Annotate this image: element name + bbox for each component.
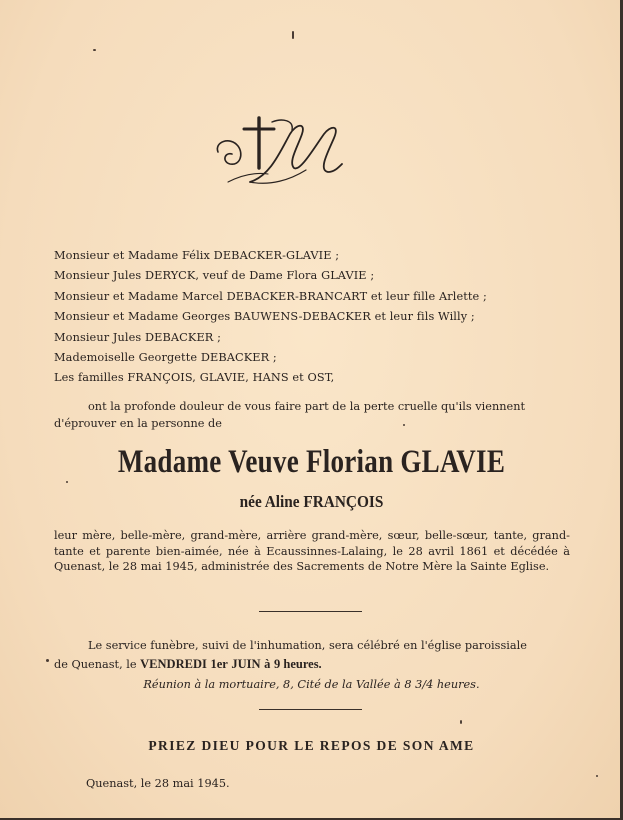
maiden-name: née Aline FRANÇOIS — [239, 492, 384, 511]
service-day: VENDREDI — [140, 657, 207, 671]
deceased-biography: leur mère, belle-mère, grand-mère, arrière grand-mère, sœur, belle-sœur, tante, grand-tante et parente bien-aimée, née à Ecaussinnes-Lalaing, le 28 avril 1861 et décédée à Quenast, le 28 mai 1945, administrée des Sacrements de Notre Mère la Sainte Eglise. — [54, 529, 570, 574]
family-line: Monsieur et Madame Georges BAUWENS-DEBACKER et leur fils Willy ; — [54, 310, 475, 324]
service-date-number: 1er — [210, 657, 228, 671]
intro-line-2: d'éprouver en la personne de — [54, 416, 222, 430]
service-hour: 9 heures. — [274, 657, 322, 671]
mourning-families-list — [54, 246, 594, 389]
announcement-intro — [54, 399, 574, 432]
service-at: à — [264, 657, 271, 671]
funeral-service-info — [54, 637, 570, 674]
deceased-name: Madame Veuve Florian GLAVIE — [117, 444, 506, 480]
service-prefix: de Quenast, le — [54, 658, 137, 671]
prayer-request: PRIEZ DIEU POUR LE REPOS DE SON AME — [148, 738, 475, 753]
family-line: Monsieur et Madame Marcel DEBACKER-BRANCART et leur fille Arlette ; — [54, 289, 487, 303]
family-line: Monsieur et Madame Félix DEBACKER-GLAVIE ; — [54, 249, 340, 262]
service-line-1: Le service funèbre, suivi de l'inhumation, sera célébré en l'église paroissiale — [88, 639, 527, 652]
family-line: Mademoiselle Georgette DEBACKER ; — [54, 351, 277, 365]
divider — [259, 709, 362, 710]
service-line-2 — [54, 655, 570, 674]
cross-monogram-emblem — [210, 112, 350, 194]
family-line: Les familles FRANÇOIS, GLAVIE, HANS et OST, — [54, 371, 335, 385]
intro-line-1: ont la profonde douleur de vous faire part de la perte cruelle qu'ils viennent — [88, 400, 526, 413]
family-line: Monsieur Jules DERYCK, veuf de Dame Flora GLAVIE ; — [54, 269, 375, 283]
service-month: JUIN — [231, 657, 261, 671]
divider — [259, 611, 362, 612]
mortuary-meeting-info: Réunion à la mortuaire, 8, Cité de la Vallée à 8 3/4 heures. — [143, 678, 480, 691]
notice-date: Quenast, le 28 mai 1945. — [86, 777, 230, 790]
family-line: Monsieur Jules DEBACKER ; — [54, 330, 221, 344]
